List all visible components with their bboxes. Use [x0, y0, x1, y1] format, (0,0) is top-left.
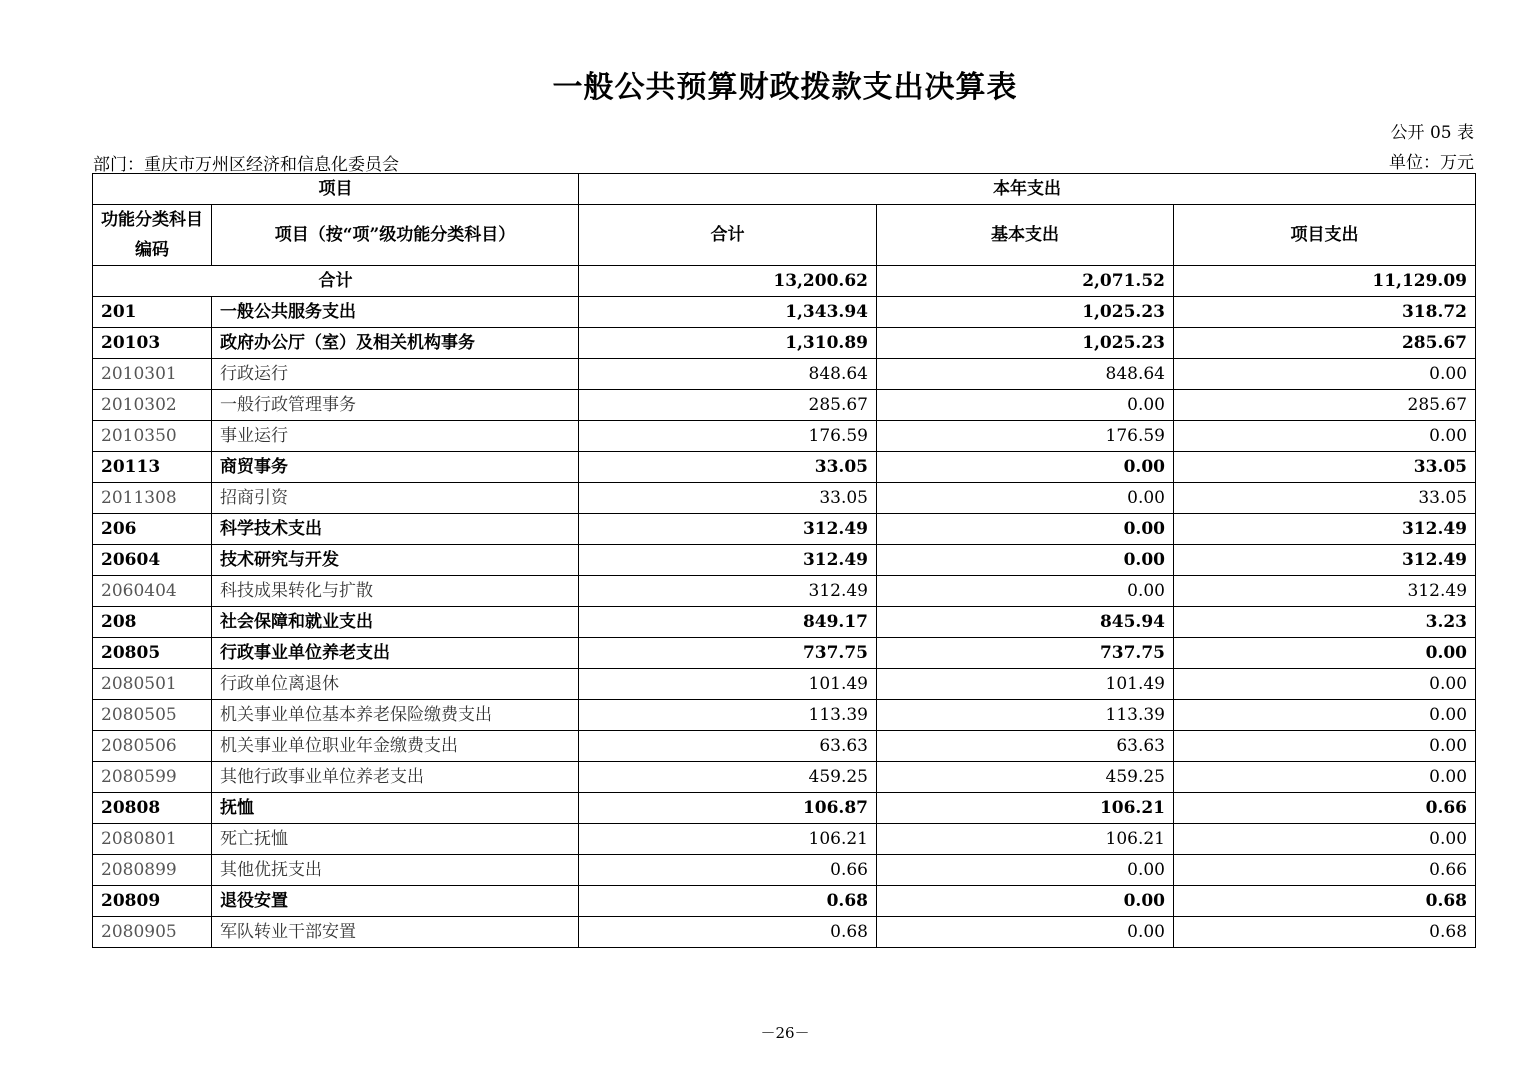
project-cell: 285.67	[1174, 328, 1476, 359]
table-row	[93, 483, 1476, 514]
total-cell: 33.05	[579, 452, 877, 483]
table-row	[93, 793, 1476, 824]
code-cell: 201	[93, 297, 212, 328]
header-project-expenditure: 项目支出	[1174, 205, 1476, 266]
header-total: 合计	[579, 205, 877, 266]
name-cell: 科技成果转化与扩散	[212, 576, 579, 607]
total-project: 11,129.09	[1174, 266, 1476, 297]
total-label: 合计	[93, 266, 579, 297]
name-cell: 行政单位离退休	[212, 669, 579, 700]
basic-cell: 0.00	[877, 576, 1174, 607]
code-cell: 2011308	[93, 483, 212, 514]
code-cell: 2080899	[93, 855, 212, 886]
header-current-year: 本年支出	[579, 174, 1476, 205]
project-cell: 0.00	[1174, 638, 1476, 669]
basic-cell: 848.64	[877, 359, 1174, 390]
project-cell: 312.49	[1174, 514, 1476, 545]
table-row	[93, 762, 1476, 793]
header-code: 功能分类科目编码	[93, 205, 212, 266]
name-cell: 死亡抚恤	[212, 824, 579, 855]
header-name: 项目（按“项”级功能分类科目）	[212, 205, 579, 266]
basic-cell: 101.49	[877, 669, 1174, 700]
basic-cell: 0.00	[877, 855, 1174, 886]
total-cell: 848.64	[579, 359, 877, 390]
table-row	[93, 607, 1476, 638]
table-row	[93, 545, 1476, 576]
code-cell: 2080599	[93, 762, 212, 793]
name-cell: 抚恤	[212, 793, 579, 824]
project-cell: 312.49	[1174, 576, 1476, 607]
project-cell: 0.00	[1174, 669, 1476, 700]
table-row	[93, 638, 1476, 669]
project-cell: 33.05	[1174, 483, 1476, 514]
code-cell: 20808	[93, 793, 212, 824]
table-row	[93, 359, 1476, 390]
basic-cell: 737.75	[877, 638, 1174, 669]
basic-cell: 0.00	[877, 390, 1174, 421]
basic-cell: 106.21	[877, 824, 1174, 855]
code-cell: 20113	[93, 452, 212, 483]
table-row	[93, 669, 1476, 700]
header-project: 项目	[93, 174, 579, 205]
total-cell: 101.49	[579, 669, 877, 700]
unit-label: 单位：万元	[1389, 153, 1474, 173]
code-cell: 2080501	[93, 669, 212, 700]
table-row	[93, 886, 1476, 917]
header-row-top	[93, 174, 1476, 205]
table-row	[93, 297, 1476, 328]
name-cell: 一般公共服务支出	[212, 297, 579, 328]
basic-cell: 0.00	[877, 886, 1174, 917]
code-cell: 2010301	[93, 359, 212, 390]
project-cell: 312.49	[1174, 545, 1476, 576]
header-row-bottom	[93, 205, 1476, 266]
table-row	[93, 700, 1476, 731]
form-number: 公开 05 表	[1390, 123, 1474, 143]
table-row	[93, 390, 1476, 421]
page-number: －26－	[760, 1024, 810, 1042]
code-cell: 206	[93, 514, 212, 545]
total-cell: 113.39	[579, 700, 877, 731]
total-cell: 33.05	[579, 483, 877, 514]
name-cell: 行政事业单位养老支出	[212, 638, 579, 669]
name-cell: 招商引资	[212, 483, 579, 514]
basic-cell: 176.59	[877, 421, 1174, 452]
basic-cell: 1,025.23	[877, 328, 1174, 359]
project-cell: 0.68	[1174, 886, 1476, 917]
name-cell: 社会保障和就业支出	[212, 607, 579, 638]
project-cell: 0.66	[1174, 793, 1476, 824]
name-cell: 政府办公厅（室）及相关机构事务	[212, 328, 579, 359]
total-row	[93, 266, 1476, 297]
project-cell: 0.00	[1174, 731, 1476, 762]
total-amount: 13,200.62	[579, 266, 877, 297]
total-cell: 312.49	[579, 545, 877, 576]
department-label: 部门：重庆市万州区经济和信息化委员会	[93, 155, 399, 175]
code-cell: 20805	[93, 638, 212, 669]
table-row	[93, 328, 1476, 359]
project-cell: 0.00	[1174, 762, 1476, 793]
code-cell: 2060404	[93, 576, 212, 607]
table-row	[93, 824, 1476, 855]
basic-cell: 459.25	[877, 762, 1174, 793]
project-cell: 0.66	[1174, 855, 1476, 886]
basic-cell: 0.00	[877, 483, 1174, 514]
header-basic: 基本支出	[877, 205, 1174, 266]
code-cell: 208	[93, 607, 212, 638]
basic-cell: 1,025.23	[877, 297, 1174, 328]
basic-cell: 113.39	[877, 700, 1174, 731]
project-cell: 0.00	[1174, 359, 1476, 390]
name-cell: 技术研究与开发	[212, 545, 579, 576]
page-title: 一般公共预算财政拨款支出决算表	[552, 70, 1018, 105]
name-cell: 退役安置	[212, 886, 579, 917]
name-cell: 机关事业单位基本养老保险缴费支出	[212, 700, 579, 731]
total-cell: 459.25	[579, 762, 877, 793]
project-cell: 0.68	[1174, 917, 1476, 948]
code-cell: 2080506	[93, 731, 212, 762]
code-cell: 2010350	[93, 421, 212, 452]
project-cell: 0.00	[1174, 700, 1476, 731]
code-cell: 2010302	[93, 390, 212, 421]
basic-cell: 0.00	[877, 514, 1174, 545]
basic-cell: 106.21	[877, 793, 1174, 824]
basic-cell: 0.00	[877, 545, 1174, 576]
name-cell: 军队转业干部安置	[212, 917, 579, 948]
code-cell: 2080905	[93, 917, 212, 948]
total-basic: 2,071.52	[877, 266, 1174, 297]
total-cell: 0.66	[579, 855, 877, 886]
name-cell: 科学技术支出	[212, 514, 579, 545]
name-cell: 事业运行	[212, 421, 579, 452]
code-cell: 2080801	[93, 824, 212, 855]
table-row	[93, 576, 1476, 607]
code-cell: 20103	[93, 328, 212, 359]
total-cell: 1,310.89	[579, 328, 877, 359]
table-row	[93, 855, 1476, 886]
name-cell: 机关事业单位职业年金缴费支出	[212, 731, 579, 762]
total-cell: 63.63	[579, 731, 877, 762]
table-row	[93, 421, 1476, 452]
name-cell: 行政运行	[212, 359, 579, 390]
project-cell: 0.00	[1174, 824, 1476, 855]
name-cell: 一般行政管理事务	[212, 390, 579, 421]
project-cell: 33.05	[1174, 452, 1476, 483]
total-cell: 312.49	[579, 514, 877, 545]
basic-cell: 845.94	[877, 607, 1174, 638]
total-cell: 0.68	[579, 886, 877, 917]
name-cell: 其他优抚支出	[212, 855, 579, 886]
total-cell: 737.75	[579, 638, 877, 669]
name-cell: 其他行政事业单位养老支出	[212, 762, 579, 793]
table-row	[93, 731, 1476, 762]
basic-cell: 0.00	[877, 917, 1174, 948]
total-cell: 1,343.94	[579, 297, 877, 328]
code-cell: 2080505	[93, 700, 212, 731]
total-cell: 106.87	[579, 793, 877, 824]
total-cell: 0.68	[579, 917, 877, 948]
basic-cell: 0.00	[877, 452, 1174, 483]
project-cell: 318.72	[1174, 297, 1476, 328]
code-cell: 20809	[93, 886, 212, 917]
table-row	[93, 917, 1476, 948]
total-cell: 285.67	[579, 390, 877, 421]
total-cell: 176.59	[579, 421, 877, 452]
table-row	[93, 514, 1476, 545]
table-row	[93, 452, 1476, 483]
basic-cell: 63.63	[877, 731, 1174, 762]
project-cell: 3.23	[1174, 607, 1476, 638]
name-cell: 商贸事务	[212, 452, 579, 483]
code-cell: 20604	[93, 545, 212, 576]
total-cell: 312.49	[579, 576, 877, 607]
total-cell: 106.21	[579, 824, 877, 855]
project-cell: 285.67	[1174, 390, 1476, 421]
project-cell: 0.00	[1174, 421, 1476, 452]
expenditure-table	[92, 173, 1476, 948]
total-cell: 849.17	[579, 607, 877, 638]
